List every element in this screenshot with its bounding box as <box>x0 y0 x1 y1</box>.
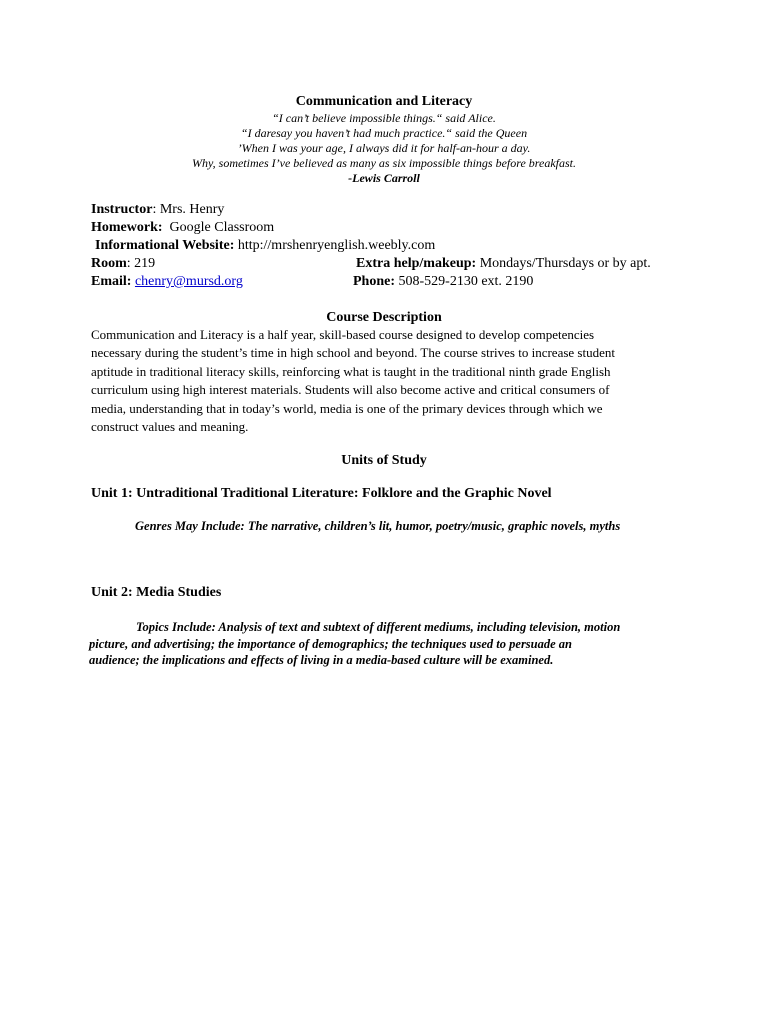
course-description-heading: Course Description <box>326 310 442 325</box>
unit-1-genres: Genres May Include: The narrative, children’s lit, humor, poetry/music, graphic novels, myths <box>135 519 621 533</box>
instructor-line <box>91 201 224 219</box>
room-label: Room <box>91 256 127 271</box>
description-line: curriculum using high interest materials. Students will also become active and critical consumers of <box>91 382 610 398</box>
units-heading: Units of Study <box>341 453 427 468</box>
extra-help-line <box>356 255 651 273</box>
extra-help-value: Mondays/Thursdays or by apt. <box>479 256 651 271</box>
topics-line: audience; the implications and effects of living in a media-based culture will be examined. <box>89 653 554 667</box>
unit-2-title: Unit 2: Media Studies <box>91 585 222 600</box>
topics-line: picture, and advertising; the importance of demographics; the techniques used to persuade an <box>89 636 572 651</box>
homework-line <box>91 219 274 237</box>
phone-line <box>353 273 533 291</box>
website-label: Informational Website: <box>95 238 235 253</box>
website-line <box>95 237 435 255</box>
email-link[interactable]: chenry@mursd.org <box>134 274 243 289</box>
quote-line-3: ’When I was your age, I always did it for half-an-hour a day. <box>237 141 531 155</box>
homework-label: Homework: <box>91 220 163 235</box>
homework-value: Google Classroom <box>169 220 275 235</box>
quote-line-2: “I daresay you haven’t had much practice.“ said the Queen <box>240 126 528 140</box>
extra-help-label: Extra help/makeup: <box>356 256 477 271</box>
description-line: construct values and meaning. <box>91 419 249 435</box>
quote-line-4: Why, sometimes I’ve believed as many as six impossible things before breakfast. <box>191 156 577 170</box>
email-label: Email: <box>91 274 132 289</box>
phone-value: 508-529-2130 ext. 2190 <box>398 274 534 289</box>
room-value: : 219 <box>126 256 156 271</box>
instructor-label: Instructor <box>91 202 153 217</box>
description-line: Communication and Literacy is a half year, skill-based course designed to develop competencies <box>91 327 595 342</box>
instructor-value: : Mrs. Henry <box>152 202 225 217</box>
website-value[interactable]: http://mrshenryenglish.weebly.com <box>237 238 436 253</box>
unit-2-topics <box>89 619 689 669</box>
unit-1-title: Unit 1: Untraditional Traditional Literature: Folklore and the Graphic Novel <box>91 486 552 501</box>
quote-author: -Lewis Carroll <box>348 171 420 185</box>
room-line <box>91 255 155 273</box>
phone-label: Phone: <box>353 274 395 289</box>
description-line: media, understanding that in today’s world, media is one of the primary devices through which we <box>91 400 603 416</box>
email-line <box>91 273 243 291</box>
description-line: aptitude in traditional literacy skills, reinforcing what is taught in the traditional ninth grade English <box>91 363 611 379</box>
topics-line: Topics Include: Analysis of text and subtext of different mediums, including television, motion <box>136 620 621 634</box>
page-title: Communication and Literacy <box>295 94 473 109</box>
quote-line-1: “I can’t believe impossible things.“ said Alice. <box>272 111 496 125</box>
description-line: necessary during the student’s time in high school and beyond. The course strives to increase student <box>91 345 615 361</box>
course-description-body <box>91 326 661 436</box>
